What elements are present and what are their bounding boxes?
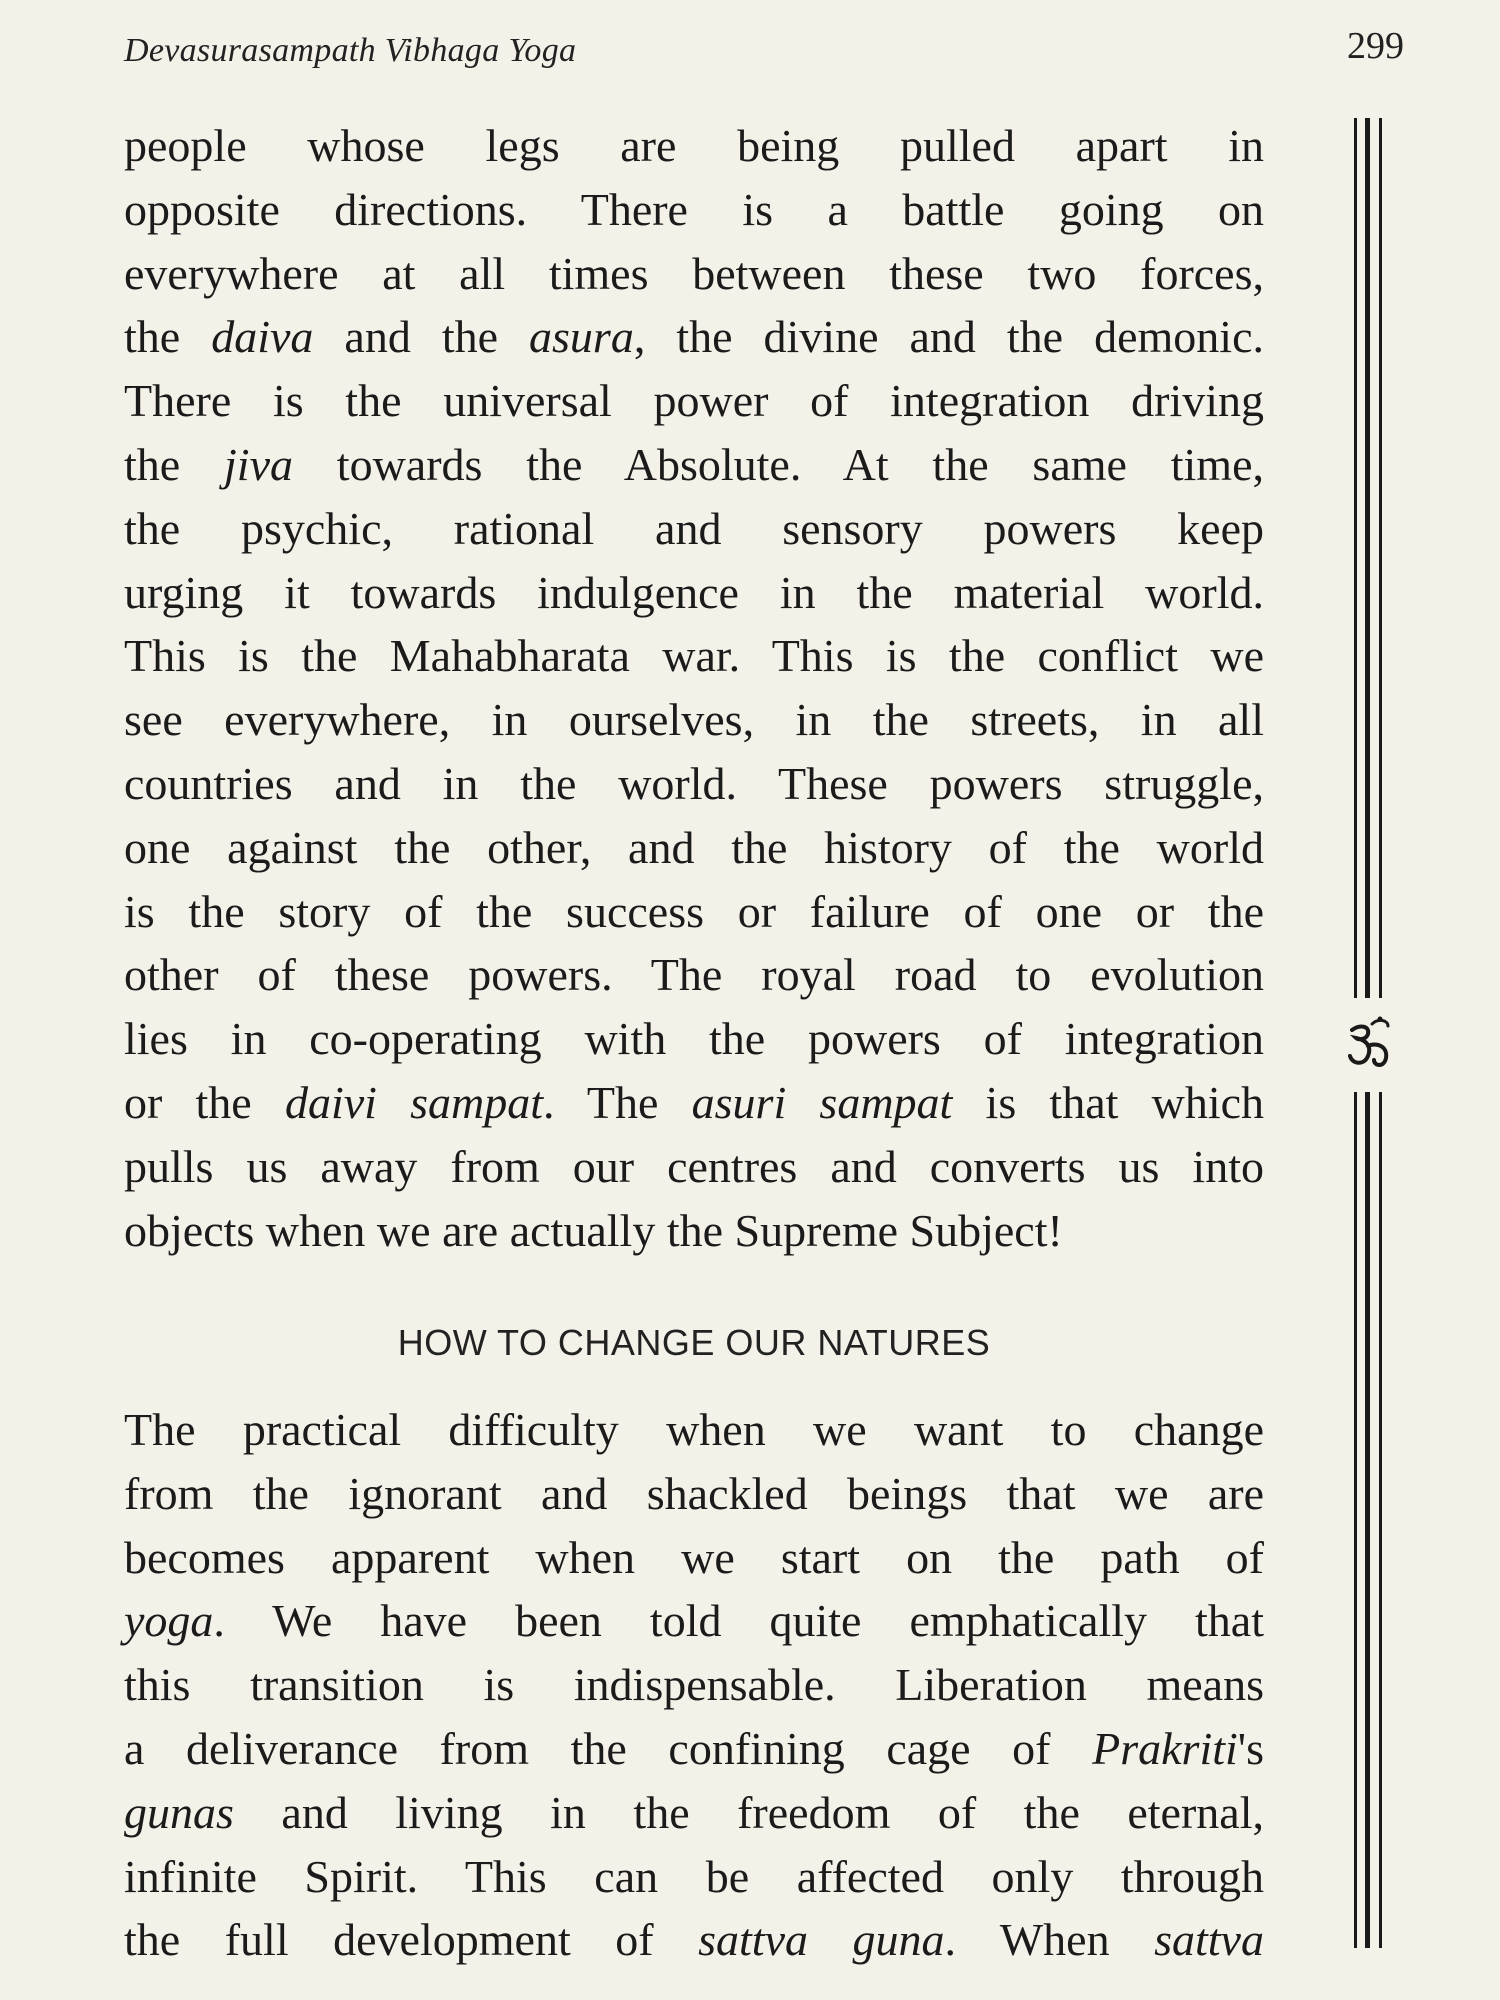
- emphasis: jiva: [224, 438, 293, 490]
- text-line: everywhere at all times between these two forces,: [124, 247, 1264, 299]
- rule-bar: [1365, 118, 1370, 998]
- text-line: This is the Mahabharata war. This is the conflict we: [124, 630, 1264, 682]
- paragraph-2: [124, 1398, 1264, 1972]
- text-line: infinite Spirit. This can be affected only through: [124, 1850, 1264, 1902]
- emphasis: Prakriti: [1092, 1722, 1238, 1774]
- rule-bar: [1354, 1092, 1357, 1948]
- emphasis: gunas: [124, 1786, 234, 1838]
- text-line: is the story of the success or failure of one or the: [124, 885, 1264, 937]
- text-line: people whose legs are being pulled apart in: [124, 120, 1264, 171]
- margin-rule-bottom: [1352, 1092, 1388, 1948]
- text-line: the psychic, rational and sensory powers keep: [124, 502, 1264, 554]
- emphasis: yoga: [124, 1595, 214, 1647]
- rule-bar: [1365, 1092, 1370, 1948]
- text-line: There is the universal power of integration driving: [124, 375, 1264, 427]
- text-line: lies in co-operating with the powers of integration: [124, 1013, 1264, 1065]
- text-line: yoga. We have been told quite emphatically that: [124, 1595, 1264, 1647]
- text-line: other of these powers. The royal road to evolution: [124, 949, 1264, 1001]
- text-line: opposite directions. There is a battle going on: [124, 183, 1264, 235]
- emphasis: daivi sampat: [284, 1076, 544, 1128]
- rule-bar: [1354, 118, 1357, 998]
- text-line: objects when we are actually the Supreme Subject!: [124, 1204, 1063, 1256]
- page-number: 299: [1347, 25, 1404, 67]
- text-line: urging it towards indulgence in the material world.: [124, 566, 1264, 618]
- text-line: the daiva and the asura, the divine and the demonic.: [124, 311, 1264, 363]
- margin-rule-top: [1352, 118, 1388, 998]
- text-line: the full development of sattva guna. When sattva: [124, 1914, 1264, 1966]
- section-heading: HOW TO CHANGE OUR NATURES: [397, 1322, 991, 1363]
- text-line: this transition is indispensable. Liberation means: [124, 1659, 1264, 1711]
- text-line: from the ignorant and shackled beings that we are: [124, 1467, 1264, 1519]
- om-icon: [1342, 1016, 1398, 1076]
- text-line: or the daivi sampat. The asuri sampat is that which: [124, 1076, 1265, 1128]
- rule-bar: [1379, 1092, 1382, 1948]
- text-line: pulls us away from our centres and converts us into: [124, 1140, 1264, 1192]
- emphasis: asuri sampat: [691, 1076, 953, 1128]
- emphasis: daiva: [211, 311, 314, 363]
- text-line: gunas and living in the freedom of the eternal,: [124, 1786, 1264, 1838]
- running-head: Devasurasampath Vibhaga Yoga: [124, 32, 577, 69]
- text-line: The practical difficulty when we want to change: [124, 1404, 1264, 1455]
- rule-bar: [1379, 118, 1382, 998]
- emphasis: sattva guna: [698, 1914, 945, 1966]
- text-line: a deliverance from the confining cage of Prakriti's: [124, 1722, 1264, 1774]
- paragraph-1: [124, 114, 1264, 1262]
- text-line: the jiva towards the Absolute. At the same time,: [124, 438, 1265, 490]
- emphasis: sattva: [1154, 1914, 1264, 1966]
- text-line: countries and in the world. These powers struggle,: [124, 757, 1264, 809]
- text-line: becomes apparent when we start on the path of: [124, 1531, 1264, 1583]
- emphasis: asura: [529, 311, 634, 363]
- text-line: see everywhere, in ourselves, in the streets, in all: [124, 694, 1264, 746]
- text-line: one against the other, and the history of the world: [124, 821, 1264, 873]
